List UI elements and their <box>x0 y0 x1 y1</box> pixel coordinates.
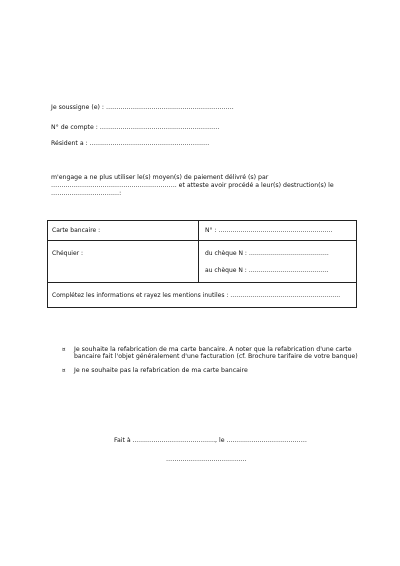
checkbook-label: Chéquier : <box>52 250 84 257</box>
resident-line: Résident a : …………………………………………………. <box>51 140 210 147</box>
bank-card-number-field: N° : ………………………………………………… <box>205 227 333 234</box>
engagement-line-3: ……………………………: <box>51 190 122 197</box>
cheque-from-field: du chèque N : …………………………………. <box>205 250 329 257</box>
soussigne-line: Je soussigne (e) : …………………………………………………….. <box>51 104 234 111</box>
bank-card-label: Carte bancaire : <box>52 227 101 234</box>
option-text: Je souhaite la refabrication de ma carte bancaire. A noter que la refabrication d'une carte bancaire fait l'objet généralement d'une facturation (cf. Brochure tarifaire de votre banque) <box>74 346 358 360</box>
payment-means-table <box>47 220 357 308</box>
signature-line: ………………………………… <box>166 456 247 463</box>
place-date-line: Fait à …………………………………., le ………………………………… <box>114 437 307 444</box>
engagement-line-2: ……………………………………………………. et atteste avoir procédé a leur(s) destruction(s) le <box>51 182 334 189</box>
account-number-line: N° de compte : …………………………………………………. <box>51 124 220 131</box>
completion-instructions: Complétez les informations et rayez les mentions inutiles : ………………………………………………. <box>52 292 341 299</box>
table-column-divider <box>198 221 199 282</box>
option-text: Je ne souhaite pas la refabrication de ma carte bancaire <box>74 367 248 374</box>
bullet-icon: ¤ <box>62 347 66 353</box>
table-divider <box>48 282 356 283</box>
cheque-to-field: au chèque N : …………………………………. <box>205 267 329 274</box>
engagement-line-1: m'engage a ne plus utiliser le(s) moyen(s) de paiement délivré (s) par <box>51 174 269 181</box>
bullet-icon: ¤ <box>62 368 66 374</box>
table-divider <box>48 240 356 241</box>
